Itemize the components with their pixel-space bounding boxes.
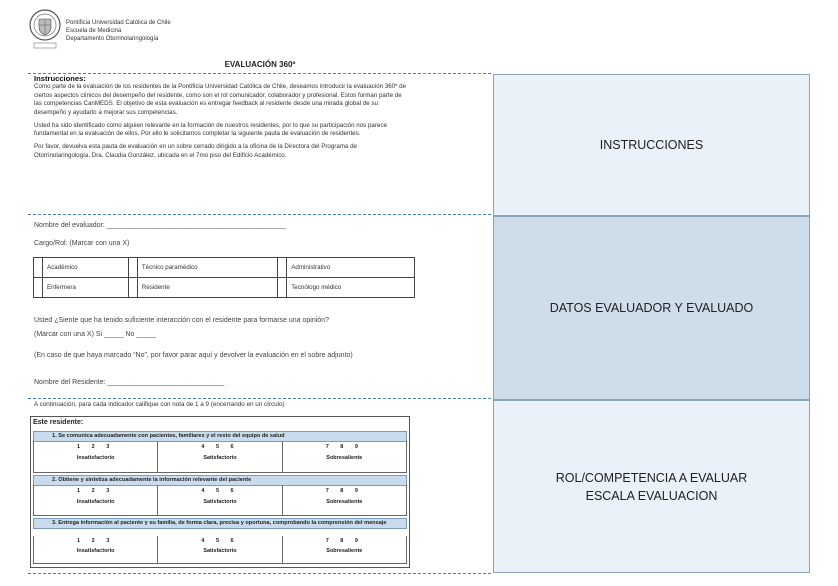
instructions-heading: Instrucciones: [34,74,86,83]
panel-label: DATOS EVALUADOR Y EVALUADO [549,301,754,315]
rating-option[interactable] [33,441,158,473]
table-row [34,258,415,278]
instructions-paragraph: Por favor, devuelva esta pauta de evaluación en un sobre cerrado dirigido a la oficina de la Directora del Programa de Otorrinolaringología, Dra. Claudia González, ubicada en el 7mo piso del Edificio Académico. [34,142,357,159]
rating-numbers: 1 2 3 [77,538,115,544]
panel-label: INSTRUCCIONES [599,138,704,152]
rating-label: Insatisfactorio [76,455,115,461]
scale-heading: Este residente: [33,419,84,426]
role-checkbox[interactable] [34,258,43,278]
role-option: Académico [43,258,129,278]
rating-numbers: 7 8 9 [325,538,363,544]
rating-numbers: 1 2 3 [77,444,115,450]
university-seal-icon [28,5,62,53]
panel-rol-competencia [493,400,810,573]
rating-option[interactable] [158,441,282,473]
institution-name [66,19,171,43]
institution-line: Departamento Otorrinolaringología [66,36,159,42]
instructions-section [34,74,406,164]
institution-line: Escuela de Medicina [66,28,122,34]
role-checkbox[interactable] [34,278,43,298]
resident-name-field[interactable]: Nombre del Residente: ______________________________ [34,379,225,386]
interaction-question: Usted ¿Siente que ha tenido suficiente interacción con el residente para formarse una opinión? [34,317,329,324]
instructions-paragraph: Usted ha sido identificado como alguien relevante en la formación de nuestros residentes, por lo que su participación nos parece fundamental en la evaluación de ellos. Por ello le solicitamos completar la siguiente pauta de evaluación de residentes. [34,121,387,138]
table-row [34,278,415,298]
institution-line: Pontificia Universidad Católica de Chile [66,20,171,26]
rating-numbers: 4 5 6 [201,488,239,494]
evaluator-name-field[interactable]: Nombre del evaluador: ______________________________________________ [34,222,286,229]
rating-label: Sobresaliente [326,548,363,554]
rating-option[interactable] [33,536,158,564]
rating-numbers: 4 5 6 [201,444,239,450]
rating-label: Satisfactorio [203,548,237,554]
panel-label: ESCALA EVALUACION [585,488,718,503]
rating-row [33,485,407,516]
rating-label: Sobresaliente [326,455,363,461]
rating-numbers: 4 5 6 [201,538,239,544]
role-checkbox[interactable] [128,258,137,278]
rating-option[interactable] [33,485,158,516]
rating-label: Satisfactorio [203,455,237,461]
section-divider [28,573,491,574]
role-option: Tecnólogo médico [287,278,415,298]
role-checkbox[interactable] [128,278,137,298]
section-divider [28,214,491,215]
panel-label: ROL/COMPETENCIA A EVALUAR [555,470,748,485]
rating-label: Insatisfactorio [76,548,115,554]
panel-datos-evaluador [493,216,810,400]
rating-numbers: 1 2 3 [77,488,115,494]
rating-option[interactable] [158,536,282,564]
role-label: Cargo/Rol: (Marcar con una X) [34,240,130,247]
indicator-item: 3. Entrega información al paciente y su familia, de forma clara, precisa y oportuna, comprobando la comprensión del mensaje [33,518,407,529]
role-option: Residente [137,278,277,298]
rating-row [33,441,407,473]
rating-option[interactable] [283,485,407,516]
scale-intro: A continuación, para cada indicador califique con nota de 1 a 9 (encerrando en un círculo) [34,401,285,408]
role-checkbox[interactable] [278,258,287,278]
role-option: Enfermera [43,278,129,298]
rating-label: Sobresaliente [326,499,363,505]
rating-label: Insatisfactorio [76,499,115,505]
instructions-paragraph: Como parte de la evaluación de los residentes de la Pontificia Universidad Católica de Chile, deseamos introducir la evaluación 360º de ciertos aspectos clínicos del desempeño del residente, como son el rol comunicador, colaborador y profesional. Estos forman parte de las competencias CanMEDS. El objetivo de esta evaluación es entregar feedback al residente desde una mirada global de su desempeño y ayudarlo a mejorar sus competencias. [34,83,407,116]
indicator-item: 1. Se comunica adecuadamente con pacientes, familiares y el resto del equipo de salud [33,431,407,442]
rating-numbers: 7 8 9 [325,488,363,494]
role-checkbox[interactable] [278,278,287,298]
rating-option[interactable] [283,536,407,564]
role-option: Técnico paramédico [137,258,277,278]
stop-note: (En caso de que haya marcado “No”, por favor parar aquí y devolver la evaluación en el sobre adjunto) [34,352,353,359]
role-option: Administrativo [287,258,415,278]
panel-instrucciones [493,74,810,216]
role-selection-table [33,257,415,298]
document-title: EVALUACIÓN 360º [224,60,296,69]
rating-row [33,536,407,564]
rating-numbers: 7 8 9 [325,444,363,450]
indicator-item: 2. Obtiene y sintetiza adecuadamente la información relevante del paciente [33,475,407,486]
interaction-answer-field[interactable]: (Marcar con una X) Si _____ No _____ [34,331,156,338]
section-divider [28,398,491,399]
rating-option[interactable] [158,485,282,516]
rating-label: Satisfactorio [203,499,237,505]
rating-option[interactable] [283,441,407,473]
